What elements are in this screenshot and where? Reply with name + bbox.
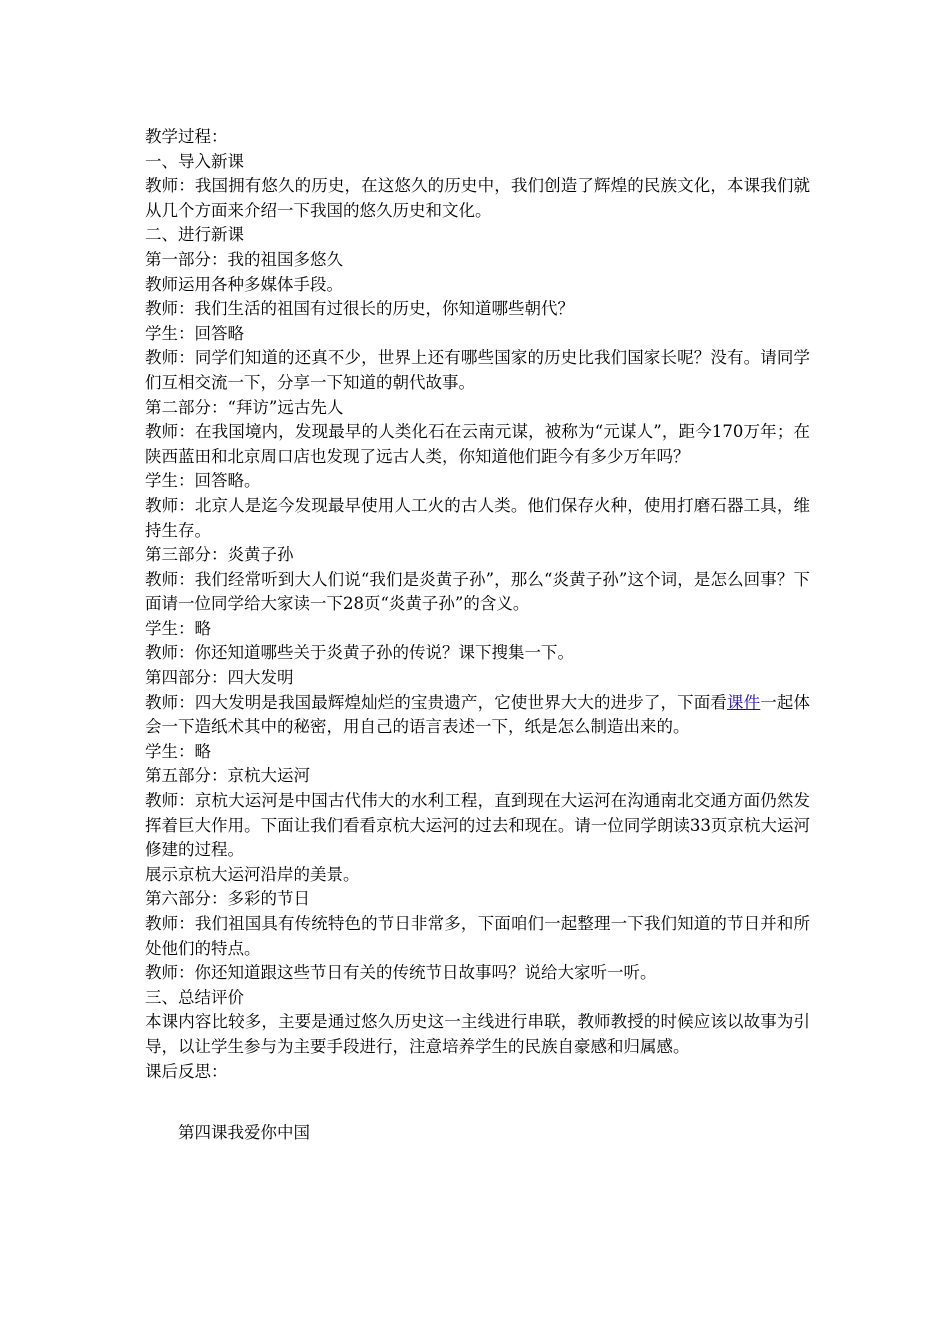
paragraph-text: 教师：四大发明是我国最辉煌灿烂的宝贵遗产，它使世界大大的进步了，下面看 bbox=[145, 692, 727, 712]
paragraph: 学生：略 bbox=[145, 741, 211, 761]
part-heading-3: 第三部分：炎黄子孙 bbox=[145, 545, 294, 565]
next-lesson-title: 第四课我爱你中国 bbox=[178, 1122, 310, 1142]
part-heading-2: 第二部分：“拜访”远古先人 bbox=[145, 397, 344, 417]
paragraph-with-link bbox=[145, 691, 810, 740]
blank-line bbox=[145, 1084, 810, 1109]
section-heading-summary: 三、总结评价 bbox=[145, 987, 244, 1007]
paragraph: 教师：同学们知道的还真不少，世界上还有哪些国家的历史比我们国家长呢？没有。请同学们互相交流一下，分享一下知道的朝代故事。 bbox=[145, 348, 810, 392]
paragraph: 教师：你还知道跟这些节日有关的传统节日故事吗？说给大家听一听。 bbox=[145, 963, 657, 983]
courseware-link[interactable]: 课件 bbox=[727, 692, 761, 712]
paragraph: 教师：京杭大运河是中国古代伟大的水利工程，直到现在大运河在沟通南北交通方面仍然发挥着巨大作用。下面让我们看看京杭大运河的过去和现在。请一位同学朗读33页京杭大运河修建的过程。 bbox=[145, 791, 810, 860]
section-heading-reflection: 课后反思： bbox=[145, 1061, 228, 1081]
part-heading-4: 第四部分：四大发明 bbox=[145, 668, 294, 688]
part-heading-6: 第六部分：多彩的节日 bbox=[145, 889, 310, 909]
paragraph-text: 一起体会一下造纸术其中的秘密，用自己的语言表述一下，纸是怎么制造出来的。 bbox=[145, 692, 811, 737]
section-heading-new-lesson: 二、进行新课 bbox=[145, 225, 244, 245]
part-heading-1: 第一部分：我的祖国多悠久 bbox=[145, 249, 343, 269]
paragraph: 教师：我们生活的祖国有过很长的历史，你知道哪些朝代？ bbox=[145, 299, 574, 319]
paragraph: 学生：回答略。 bbox=[145, 471, 261, 491]
paragraph: 本课内容比较多，主要是通过悠久历史这一主线进行串联，教师教授的时候应该以故事为引导，以让学生参与为主要手段进行，注意培养学生的民族自豪感和归属感。 bbox=[145, 1012, 810, 1056]
paragraph: 教师：我们经常听到大人们说“我们是炎黄子孙”，那么“炎黄子孙”这个词，是怎么回事？下面请一位同学给大家读一下28页“炎黄子孙”的含义。 bbox=[145, 569, 810, 614]
paragraph: 展示京杭大运河沿岸的美景。 bbox=[145, 864, 360, 884]
paragraph: 教师：你还知道哪些关于炎黄子孙的传说？课下搜集一下。 bbox=[145, 643, 574, 663]
paragraph: 教师运用各种多媒体手段。 bbox=[145, 274, 343, 294]
paragraph: 教师：我们祖国具有传统特色的节日非常多，下面咱们一起整理一下我们知道的节日并和所处他们的特点。 bbox=[145, 914, 810, 958]
paragraph: 教师：北京人是迄今发现最早使用人工火的古人类。他们保存火种，使用打磨石器工具，维持生存。 bbox=[145, 495, 810, 540]
section-heading-intro: 一、导入新课 bbox=[145, 151, 244, 171]
section-heading-process: 教学过程： bbox=[145, 127, 228, 146]
paragraph: 教师：在我国境内，发现最早的人类化石在云南元谋，被称为“元谋人”，距今170万年；在陕西蓝田和北京周口店也发现了远古人类，你知道他们距今有多少万年吗？ bbox=[145, 422, 810, 466]
paragraph: 学生：略 bbox=[145, 618, 211, 638]
part-heading-5: 第五部分：京杭大运河 bbox=[145, 766, 310, 786]
paragraph: 教师：我国拥有悠久的历史，在这悠久的历史中，我们创造了辉煌的民族文化，本课我们就从几个方面来介绍一下我国的悠久历史和文化。 bbox=[145, 176, 810, 220]
paragraph: 学生：回答略 bbox=[145, 323, 244, 343]
document-body bbox=[145, 125, 810, 1145]
